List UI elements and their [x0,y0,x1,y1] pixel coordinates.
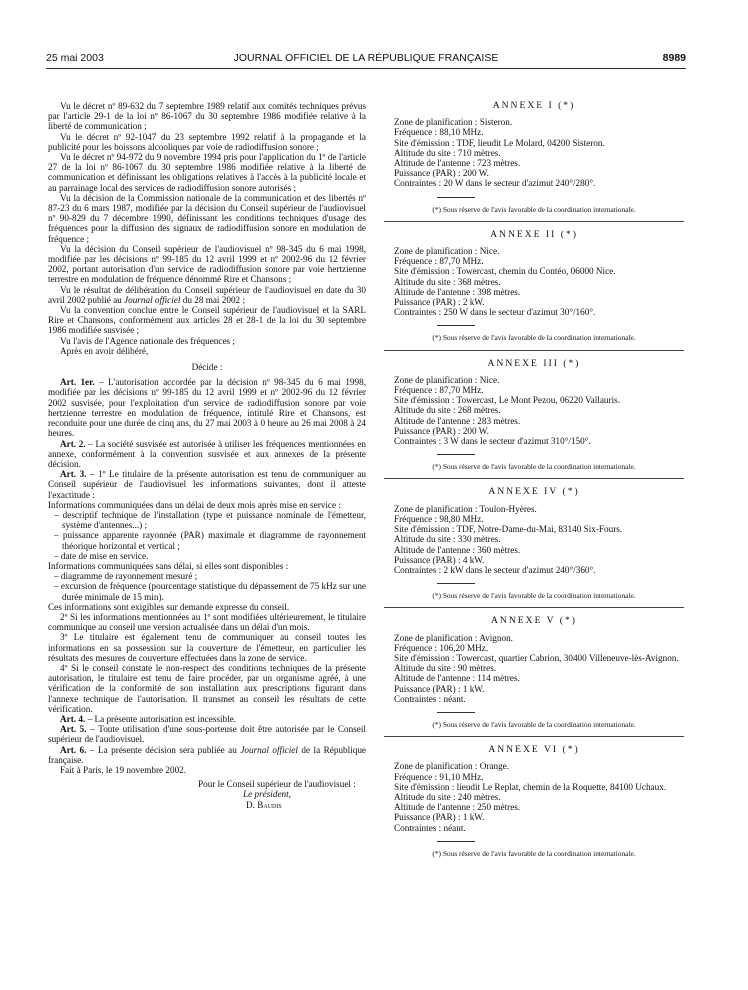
footnote-rule [437,712,475,713]
annex-line: Altitude de l'antenne : 398 mètres. [394,286,521,297]
annex-title: ANNEXE IV (*) [488,486,580,498]
signature-name: D. Baudis [246,799,282,810]
annex-line: Zone de planification : Nice. [394,246,500,257]
annex-line: Contraintes : néant. [394,693,466,704]
annex-title: ANNEXE I (*) [492,100,576,111]
vu-paragraph: Vu le décret nº 94-972 du 9 novembre 1994 pris pour l'application du 1º de l'article 27 de la loi nº 86-1067 du 30 septembre 1986 modifiée relative à la liberté de communication et définissant les obligations relatives à l'accès à la publicité locale et au parrainage local des services de radiodiffusion sonore autorisés ; [48,152,366,193]
info-sans-delai: Informations communiquées sans délai, si elles sont disponibles : [48,560,289,571]
annex-footnote: (*) Sous réserve de l'avis favorable de la coordination internationale. [432,719,636,729]
right-column [384,101,684,859]
annex-line: Altitude de l'antenne : 723 mètres. [394,158,521,169]
header-rule [46,68,686,69]
annex-line: Zone de planification : Avignon. [394,632,513,643]
annex-title: ANNEXE VI (*) [488,744,580,756]
annex-divider [384,478,684,479]
vu-avis: Vu l'avis de l'Agence nationale des fréquences ; [60,335,235,346]
annex-line: Fréquence : 87,70 MHz. [394,256,484,267]
vu-paragraph: Vu le décret nº 89-632 du 7 septembre 1989 relatif aux comités techniques prévus par l'article 29-1 de la loi nº 86-1067 du 30 septembre 1986 modifiée relative à la liberté de communication ; [48,101,366,132]
annex-line: Contraintes : néant. [394,822,466,833]
signature-pour: Pour le Conseil supérieur de l'audiovisuel : [198,779,356,790]
annex-block [384,487,684,608]
footnote-rule [437,841,475,842]
annex-divider [384,736,684,737]
article-6: Art. 6. – La présente décision sera publiée au Journal officiel de la République française. [48,744,367,765]
vu-paragraph: Vu le décret nº 92-1047 du 23 septembre 1992 relatif à la propagande et la publicité pour les boissons alcooliques par voie de radiodiffusion sonore ; [48,131,366,152]
page-header [46,52,686,68]
vu-paragraph: Vu la décision du Conseil supérieur de l'audiovisuel nº 98-345 du 6 mai 1998, modifiée par les décisions nº 99-185 du 12 avril 1999 et nº 2002-96 du 12 février 2002, portant autorisation d'un service de radiodiffusion sonore par voie hertzienne terrestre en modulation de fréquence dénommé Rire et Chansons ; [48,243,366,285]
signature-role: Le président, [243,789,291,800]
list-item: – diagramme de rayonnement mesuré ; [54,571,198,582]
annex-line: Altitude du site : 268 mètres. [394,405,501,416]
annex-block [384,101,684,222]
annex-block [384,359,684,480]
footnote-rule [437,583,475,584]
annex-title: ANNEXE II (*) [490,228,578,240]
header-date: 25 mai 2003 [46,52,104,64]
annex-divider [384,350,684,351]
annex-block [384,616,684,737]
annex-divider [384,607,684,608]
annex-footnote: (*) Sous réserve de l'avis favorable de la coordination internationale. [432,591,636,601]
annex-line: Fréquence : 98,80 MHz. [394,513,484,524]
left-column [48,101,366,810]
annex-line: Puissance (PAR) : 2 kW. [394,297,485,308]
list-item: – descriptif technique de l'installation (type et puissance nominale de l'émetteur, système d'antennes...) ; [54,509,366,531]
fait-a-paris: Fait à Paris, le 19 novembre 2002. [60,765,187,775]
annex-title: ANNEXE III (*) [487,357,581,369]
annex-line: Site d'émission : Towercast, Le Mont Pezou, 06220 Vallauris. [394,395,620,406]
annex-line: Altitude de l'antenne : 360 mètres. [394,544,521,555]
list-item: – date de mise en service. [54,550,149,561]
annex-line: Contraintes : 3 W dans le secteur d'azimut 310°/150°. [394,436,591,447]
annex-line: Altitude du site : 368 mètres. [394,276,501,287]
vu-paragraph: Vu la décision de la Commission nationale de la communication et des libertés nº 87-23 du 6 mars 1987, modifiée par la décision du Conseil supérieur de l'audiovisuel nº 90-829 du 7 décembre 1990, définissant les conditions techniques d'usage des fréquences pour la diffusion des signaux de radiodiffusion sonore en modulation de fréquence ; [48,192,366,244]
annex-footnote: (*) Sous réserve de l'avis favorable de la coordination internationale. [432,848,636,858]
annex-block [384,230,684,351]
annex-line: Zone de planification : Nice. [394,374,500,385]
annex-line: Zone de planification : Toulon-Hyères. [394,503,537,514]
annex-title: ANNEXE V (*) [491,615,577,627]
annex-line: Altitude du site : 330 mètres. [394,534,501,545]
vu-deliberation: Vu le résultat de délibération du Conseil supérieur de l'audiovisuel en date du 30 avril 2002 publié au Journal officiel du 28 mai 2002 ; [48,284,366,305]
article-1: Art. 1er. – L'autorisation accordée par la décision nº 98-345 du 6 mai 1998, modifiée par les décisions nº 99-185 du 12 avril 1999 et nº 2002-96 du 12 février 2002 susvisée, pour l'exploitation d'un service de radiodiffusion sonore par voie hertzienne terrestre en modulation de fréquence, intitulé Rire et Chansons, est reconduite pour une durée de cinq ans, du 27 mai 2003 à 0 heure au 26 mai 2008 à 24 heures. [48,377,366,439]
annex-line: Contraintes : 20 W dans le secteur d'azimut 240°/280°. [394,178,596,189]
footnote-rule [437,325,475,326]
article-3: Art. 3. – 1º Le titulaire de la présente autorisation est tenu de communiquer au Conseil supérieur de l'audiovisuel les informations suivantes, dont il atteste l'exactitude : [48,469,366,500]
footnote-rule [437,454,475,455]
annex-line: Fréquence : 106,20 MHz. [394,642,489,653]
annex-line: Altitude de l'antenne : 114 mètres. [394,673,520,684]
annex-line: Altitude du site : 240 mètres. [394,791,501,802]
point-3: 3º Le titulaire est également tenu de communiquer au conseil toutes les informations en sa possession sur la couverture de l'émetteur, en particulier les résultats des mesures de couverture effectuées dans la zone de service. [48,632,366,663]
annex-line: Altitude du site : 90 mètres. [394,663,497,674]
annex-line: Contraintes : 250 W dans le secteur d'azimut 30°/160°. [394,307,596,318]
annex-divider [384,221,684,222]
annex-line: Fréquence : 91,10 MHz. [394,771,484,782]
info-delai: Informations communiquées dans un délai de deux mois après mise en service : [48,499,341,510]
article-5: Art. 5. – Toute utilisation d'une sous-porteuse doit être autorisée par le Conseil supérieur de l'audiovisuel. [48,724,366,745]
list-item: – excursion de fréquence (pourcentage statistique du dépassement de 75 kHz sur une durée minimale de 15 min). [54,581,366,602]
point-4: 4º Si le conseil constate le non-respect des conditions techniques de la présente autorisation, le titulaire est tenu de faire procéder, par un organisme agréé, à une vérification de la conformité de son installation aux prescriptions figurant dans l'annexe technique de l'autorisation. Il transmet au conseil les résultats de cette vérification. [48,662,366,714]
annex-line: Fréquence : 87,70 MHz. [394,385,484,396]
annex-line: Puissance (PAR) : 1 kW. [394,812,485,823]
annex-footnote: (*) Sous réserve de l'avis favorable de la coordination internationale. [432,204,636,214]
apres-delibere: Après en avoir délibéré, [60,345,149,356]
article-2: Art. 2. – La société susvisée est autorisée à utiliser les fréquences mentionnées en annexe, conformément à la convention susvisée et aux annexes de la présente décision. [48,438,366,469]
article-4: Art. 4. – La présente autorisation est incessible. [60,713,237,724]
annex-line: Site d'émission : lieudit Le Replat, chemin de la Roquette, 84100 Uchaux. [394,781,667,792]
annex-line: Puissance (PAR) : 1 kW. [394,683,485,694]
annex-line: Altitude de l'antenne : 250 mètres. [394,802,521,813]
annex-line: Site d'émission : TDF, Notre-Dame-du-Mai, 83140 Six-Fours. [394,524,623,535]
annex-line: Zone de planification : Orange. [394,761,510,772]
annex-block [384,745,684,859]
annex-line: Puissance (PAR) : 4 kW. [394,554,485,565]
list-item: – puissance apparente rayonnée (PAR) maximale et diagramme de rayonnement théorique horizontal et vertical ; [54,530,366,551]
vu-convention: Vu la convention conclue entre le Conseil supérieur de l'audiovisuel et la SARL Rire et Chansons, conformément aux articles 28 et 28-1 de la loi du 30 septembre 1986 modifiée susvisée ; [48,305,366,336]
annex-line: Puissance (PAR) : 200 W. [394,425,489,436]
annex-line: Altitude du site : 710 mètres. [394,147,501,158]
annex-line: Zone de planification : Sisteron. [394,117,513,128]
annex-line: Site d'émission : Towercast, quartier Cabrion, 30400 Villeneuve-lès-Avignon. [394,652,679,663]
annex-line: Contraintes : 2 kW dans le secteur d'azimut 240°/360°. [394,564,596,575]
annex-footnote: (*) Sous réserve de l'avis favorable de la coordination internationale. [432,333,636,343]
annex-line: Altitude de l'antenne : 283 mètres. [394,415,521,426]
decide-heading: Décide : [191,362,223,373]
annex-line: Puissance (PAR) : 200 W. [394,168,489,179]
annex-line: Fréquence : 88,10 MHz. [394,127,484,138]
header-page-number: 8989 [662,52,686,64]
footnote-rule [437,197,475,198]
info-exigibles: Ces informations sont exigibles sur demande expresse du conseil. [48,601,290,612]
annex-line: Site d'émission : TDF, lieudit Le Molard, 04200 Sisteron. [394,137,605,148]
annex-line: Site d'émission : Towercast, chemin du Contéo, 06000 Nice. [394,266,616,277]
point-2: 2º Si les informations mentionnées au 1º sont modifiées ultérieurement, le titulaire communique au conseil une version actualisée dans un délai d'un mois. [48,611,366,633]
annex-footnote: (*) Sous réserve de l'avis favorable de la coordination internationale. [432,462,636,472]
header-title: JOURNAL OFFICIEL DE LA RÉPUBLIQUE FRANÇAISE [233,52,499,64]
